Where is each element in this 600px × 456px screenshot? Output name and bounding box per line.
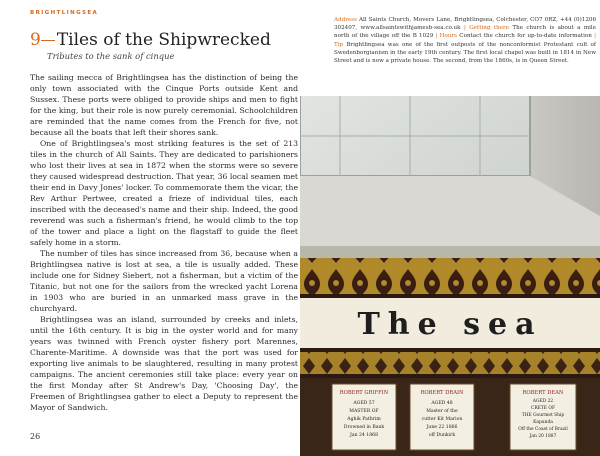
tile-line: Jan 24 1868 <box>350 433 378 438</box>
paragraph: The sailing mecca of Brightlingsea has the distinction of being the only town associated with the Cinque Ports outside Kent and Sussex. These ports were obliged to provide ships and men to fight for the king, but their role is now purely ceremonial. Schoolchildren are reminded that the name comes from the French for five, not because all the boats that left their shores sank. <box>30 73 298 137</box>
address-label: Address <box>334 17 357 23</box>
hours-label: Hours <box>439 33 458 40</box>
tile-line: AGED 22 <box>532 399 554 404</box>
tile-name: ROBERT GRIFFIN <box>339 390 389 396</box>
memorial-tile <box>410 384 474 450</box>
tile-line: CRETE OF <box>530 406 556 411</box>
memorial-tile <box>510 384 576 450</box>
paragraph: The number of tiles has since increased from 36, because when a Brightlingsea native is lost at sea, a tile is usually added. These include one for Sidney Siebert, not a fisherman, but a victim of the Titanic, but not one for the sailors from the wrecked yacht Lorena in 1903 who are buried in an unmarked mass grave in the churchyard. <box>30 249 298 313</box>
address-text: All Saints Church, Movers Lane, Brightlingsea, Colchester, CO7 0RZ, +44 (0)1206 302407, www.allsaintswithjamesb-sea.co.uk <box>334 17 597 32</box>
tile-line: off Dunkirk <box>428 433 456 438</box>
getting-there-label: Getting there <box>469 25 509 32</box>
tile-name: ROBERT DRAIN <box>420 390 464 396</box>
paragraph: One of Brightlingsea's most striking features is the set of 213 tiles in the church of All Saints. They are dedicated to parishioners who lost their lives at sea in 1872 when the storms were so severe they caused widespread destruction. That year, 36 local seamen met their end in Davy Jones' locker. To commemorate them the vicar, the Rev Arthur Pertwee, created a frieze of individual tiles, each inscribed with the deceased's name and their ship. Indeed, the good reverend was such a fisherman's friend, he would climb to the top of the tower and place a light on the flagstaff to guide the fleet safely home in a storm. <box>30 139 298 247</box>
getting-there-text: The church is about a mile north of the village off the B 1029 <box>334 25 597 40</box>
body-text <box>30 72 298 413</box>
tile-name: ROBERT DEAN <box>522 390 564 396</box>
tile-line: cutter Kit Marion <box>421 417 463 422</box>
tip-text: Brightlingsea was one of the first outposts of the nonconformist Protestant cult of Swedenborgianism in the early 19th century. The first local chapel was built in 1814 in New Street and is now a private house. The second, from the 1860s, is in Queen Street. <box>334 41 596 65</box>
paragraph: Brightlingsea was an island, surrounded by creeks and inlets, until the 16th century. It is big in the oyster world and for many years was twinned with French oyster fishery port Marennes, Charente-Maritime. A downside was that the port was used for exporting live animals to be slaughtered, resulting in many protest campaigns. The ancient ceremonies still take place: every year on the first Monday after St Andrew's Day, 'Choosing Day', the Freemen of Brightlingsea gather to elect a Deputy to represent the Mayor of Sandwich. <box>30 315 298 412</box>
tile-line: Kapunda <box>533 420 553 425</box>
tile-line: Aghik Pathrim <box>347 417 381 422</box>
church-tiles-photo <box>300 96 600 456</box>
tile-line: AGED 48 <box>431 401 453 406</box>
tile-line: THE Gourmet Ship <box>521 413 565 418</box>
right-page <box>300 0 600 456</box>
chapter-title: Tiles of the Shipwrecked <box>56 30 271 50</box>
chapter-subtitle: Tributes to the sank of cinque <box>47 51 175 61</box>
tile-line: June 22 1866 <box>426 425 458 430</box>
chapter-heading <box>30 30 290 50</box>
tile-line: Jan 20 1887 <box>529 434 557 439</box>
page-number: 26 <box>30 432 41 441</box>
memorial-tile <box>332 384 396 450</box>
tile-line: MASTER OF <box>349 409 379 414</box>
chapter-rule <box>41 40 55 41</box>
running-head: BRIGHTLINGSEA <box>30 10 99 16</box>
chapter-number: 9 <box>30 30 41 50</box>
tile-line: AGED 57 <box>353 401 375 406</box>
tile-line: Off the Coast of Brazil <box>518 427 568 432</box>
tile-line: Drowned in Bank <box>343 425 385 430</box>
info-box: Address All Saints Church, Movers Lane, Brightlingsea, Colchester, CO7 0RZ, +44 (0)1206 302407, www.allsaintswithjamesb-sea.co.uk | Getting there The church is about a mile north of the village off the B 1029 | Hours Contact the church for up-to-date information | Tip Brightlingsea was one of the first outposts of the nonconformist Protestant cult of Swedenborgianism in the early 19th century. The first local chapel was built in 1814 in New Street and is now a private house. The second, from the 1860s, is in Queen Street. <box>334 17 597 65</box>
hours-text: Contact the church for up-to-date information <box>459 33 592 40</box>
frieze-text: The sea <box>357 307 543 342</box>
tile-line: Master of the <box>426 409 458 414</box>
tip-label: Tip <box>334 41 344 48</box>
